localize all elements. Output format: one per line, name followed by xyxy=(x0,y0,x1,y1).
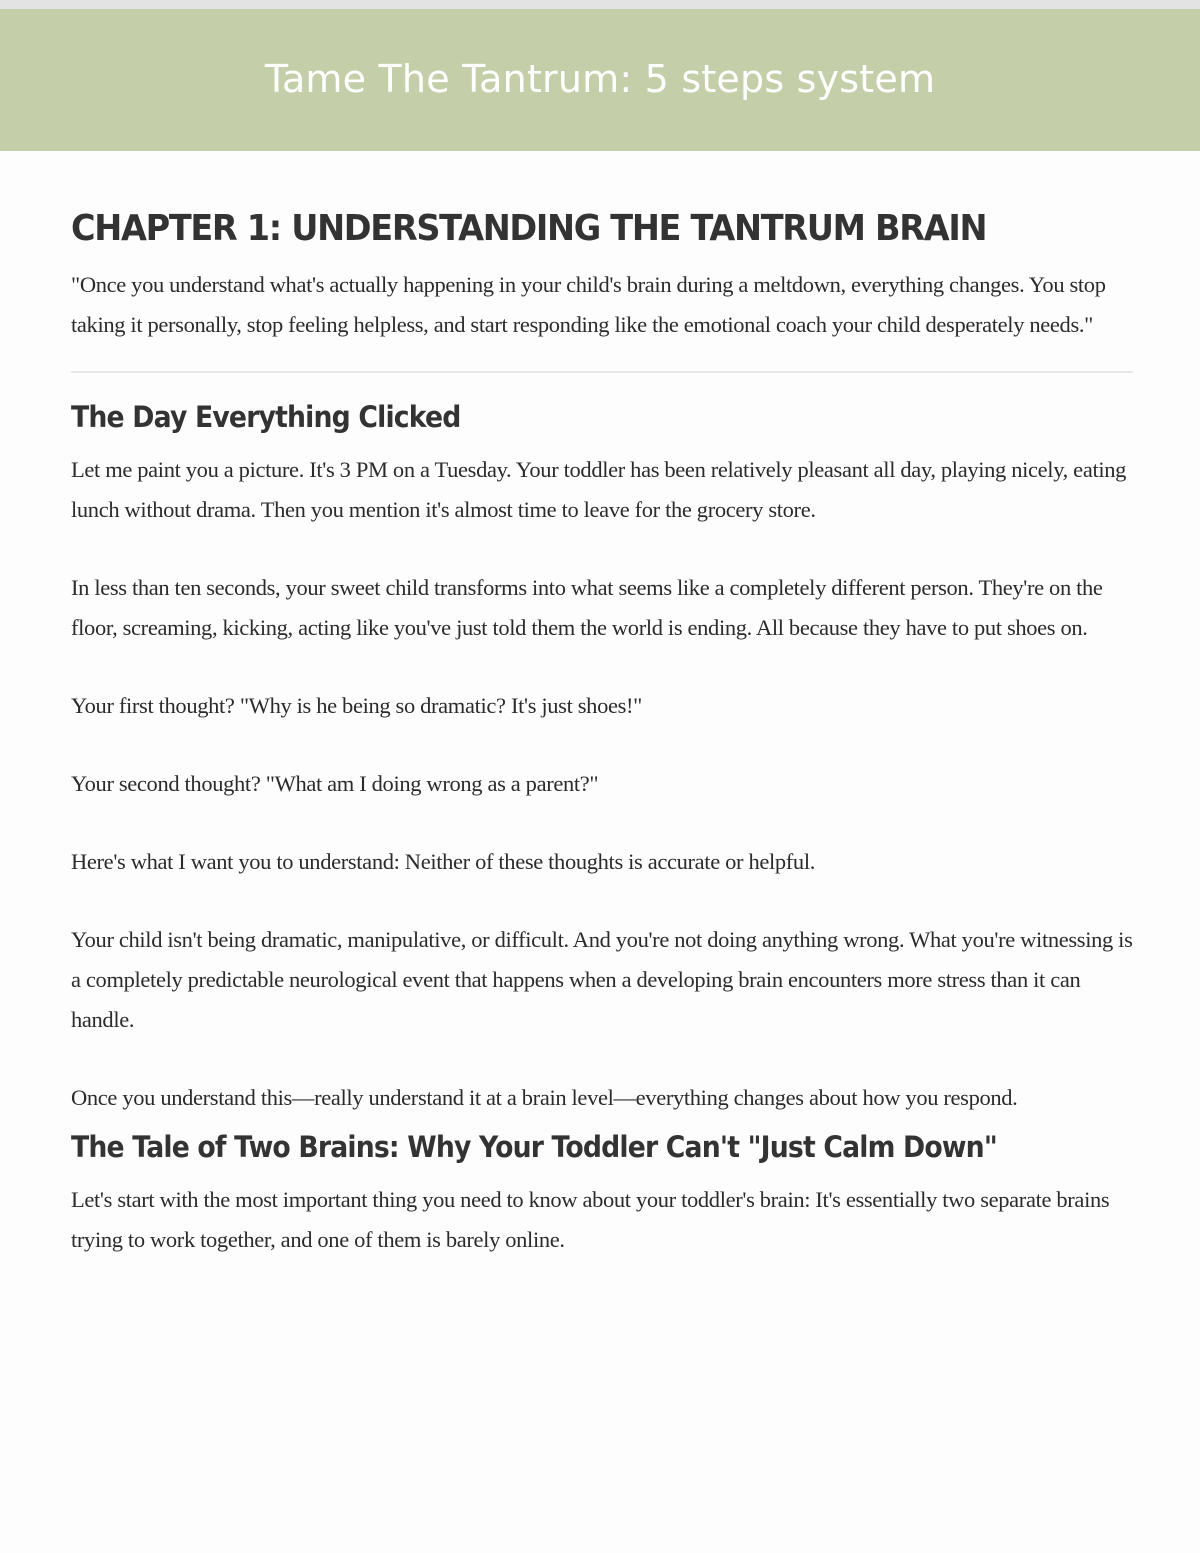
body-paragraph: Your second thought? "What am I doing wrong as a parent?" xyxy=(71,771,599,796)
section-day-everything-clicked xyxy=(71,398,1133,1118)
body-paragraph: Your first thought? "Why is he being so dramatic? It's just shoes!" xyxy=(71,693,642,718)
body-paragraph: Your child isn't being dramatic, manipulative, or difficult. And you're not doing anything wrong. What you're witnessing is a completely predictable neurological event that happens when a developing brain encounters more stress than it can handle. xyxy=(71,927,1133,1032)
body-paragraph: Once you understand this—really understand it at a brain level—everything changes about how you respond. xyxy=(71,1085,1018,1110)
body-paragraph: Let me paint you a picture. It's 3 PM on a Tuesday. Your toddler has been relatively pleasant all day, playing nicely, eating lunch without drama. Then you mention it's almost time to leave for the grocery store. xyxy=(71,457,1127,522)
chapter-intro-quote: "Once you understand what's actually happening in your child's brain during a meltdown, everything changes. You stop taking it personally, stop feeling helpless, and start responding like the emotional coach your child desperately needs." xyxy=(71,272,1106,337)
chapter-title: CHAPTER 1: UNDERSTANDING THE TANTRUM BRAIN xyxy=(71,208,987,249)
body-paragraph: Here's what I want you to understand: Neither of these thoughts is accurate or helpful. xyxy=(71,849,815,874)
body-paragraph: Let's start with the most important thing you need to know about your toddler's brain: It's essentially two separate brains trying to work together, and one of them is barely online. xyxy=(71,1187,1110,1252)
document-content xyxy=(71,205,1133,1298)
section-tale-of-two-brains xyxy=(71,1128,1133,1260)
section-divider xyxy=(71,371,1133,373)
body-paragraph: In less than ten seconds, your sweet child transforms into what seems like a completely different person. They're on the floor, screaming, kicking, acting like you've just told them the world is ending. All because they have to put shoes on. xyxy=(71,575,1103,640)
header-title: Tame The Tantrum: 5 steps system xyxy=(264,57,936,101)
section-heading: The Day Everything Clicked xyxy=(71,400,461,434)
header-band xyxy=(0,9,1200,151)
section-heading: The Tale of Two Brains: Why Your Toddler Can't "Just Calm Down" xyxy=(71,1130,997,1164)
top-rule xyxy=(0,0,1200,9)
